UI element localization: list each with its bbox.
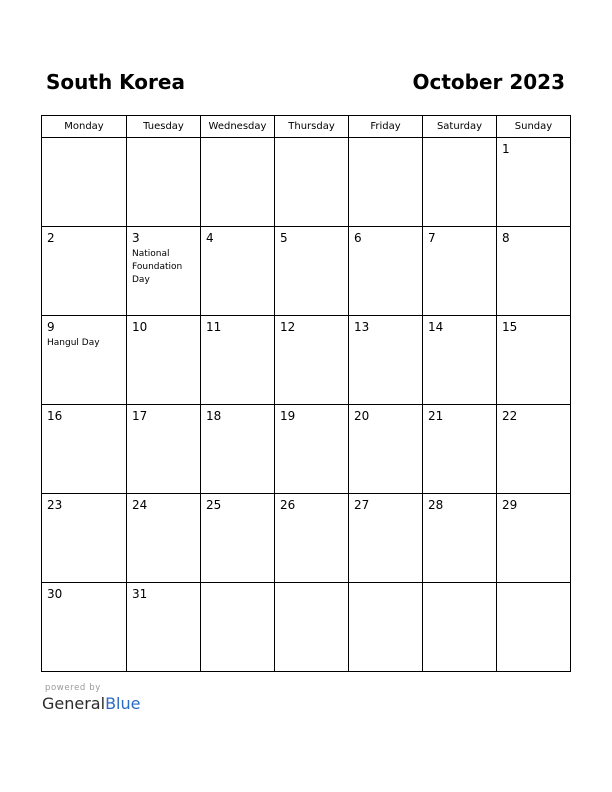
day-cell bbox=[201, 227, 275, 316]
holiday-label: Hangul Day bbox=[47, 338, 100, 349]
week-row bbox=[42, 138, 571, 227]
day-cell bbox=[42, 405, 127, 494]
holiday-label bbox=[497, 423, 570, 426]
holiday-label bbox=[423, 588, 496, 591]
day-number: 17 bbox=[132, 409, 148, 423]
day-cell bbox=[275, 494, 349, 583]
day-cell bbox=[497, 227, 571, 316]
week-row bbox=[42, 227, 571, 316]
day-number: 29 bbox=[502, 498, 518, 512]
holiday-label bbox=[42, 245, 126, 248]
week-row bbox=[42, 316, 571, 405]
day-number: 4 bbox=[206, 231, 214, 245]
weekday-saturday: Saturday bbox=[423, 116, 497, 138]
holiday-label bbox=[201, 245, 274, 248]
day-cell bbox=[349, 583, 423, 672]
day-cell bbox=[127, 494, 201, 583]
weekday-sunday: Sunday bbox=[497, 116, 571, 138]
day-number: 28 bbox=[428, 498, 444, 512]
holiday-label bbox=[497, 156, 570, 159]
day-cell bbox=[42, 494, 127, 583]
day-number: 8 bbox=[502, 231, 510, 245]
day-cell bbox=[127, 227, 201, 316]
day-number: 20 bbox=[354, 409, 370, 423]
day-cell bbox=[497, 494, 571, 583]
day-number: 14 bbox=[428, 320, 444, 334]
holiday-label bbox=[423, 512, 496, 515]
day-cell bbox=[497, 405, 571, 494]
powered-by-label: powered by bbox=[45, 683, 101, 693]
holiday-label bbox=[201, 423, 274, 426]
day-number: 2 bbox=[47, 231, 55, 245]
day-number: 21 bbox=[428, 409, 444, 423]
week-row bbox=[42, 494, 571, 583]
day-cell bbox=[349, 227, 423, 316]
day-cell bbox=[201, 316, 275, 405]
holiday-label bbox=[423, 334, 496, 337]
day-cell bbox=[275, 227, 349, 316]
day-cell bbox=[349, 405, 423, 494]
weekday-header-row bbox=[42, 116, 571, 138]
holiday-label bbox=[497, 588, 570, 591]
day-cell bbox=[423, 405, 497, 494]
holiday-label bbox=[275, 245, 348, 248]
day-cell bbox=[349, 138, 423, 227]
day-number: 26 bbox=[280, 498, 296, 512]
day-number: 5 bbox=[280, 231, 288, 245]
holiday-label bbox=[349, 334, 422, 337]
brand-logo-link[interactable] bbox=[42, 694, 140, 713]
day-cell bbox=[275, 316, 349, 405]
holiday-label bbox=[201, 588, 274, 591]
day-cell bbox=[497, 138, 571, 227]
day-number: 27 bbox=[354, 498, 370, 512]
day-cell bbox=[201, 405, 275, 494]
day-cell bbox=[42, 138, 127, 227]
weekday-monday: Monday bbox=[42, 116, 127, 138]
holiday-label bbox=[349, 588, 422, 591]
day-number: 12 bbox=[280, 320, 296, 334]
day-number: 3 bbox=[132, 231, 140, 245]
day-cell bbox=[42, 316, 127, 405]
month-year-title: October 2023 bbox=[412, 70, 565, 94]
weekday-wednesday: Wednesday bbox=[201, 116, 275, 138]
holiday-label bbox=[349, 143, 422, 146]
holiday-label bbox=[423, 423, 496, 426]
day-cell bbox=[201, 494, 275, 583]
brand-name-blue: Blue bbox=[105, 694, 141, 713]
day-cell bbox=[497, 583, 571, 672]
day-cell bbox=[423, 494, 497, 583]
day-cell bbox=[349, 494, 423, 583]
holiday-label bbox=[275, 423, 348, 426]
day-cell bbox=[423, 583, 497, 672]
day-number: 7 bbox=[428, 231, 436, 245]
day-number: 23 bbox=[47, 498, 63, 512]
day-cell bbox=[423, 138, 497, 227]
holiday-label bbox=[423, 245, 496, 248]
holiday-label: National Foundation Day bbox=[132, 249, 183, 286]
day-number: 25 bbox=[206, 498, 222, 512]
day-cell bbox=[201, 583, 275, 672]
day-number: 9 bbox=[47, 320, 55, 334]
holiday-label bbox=[127, 601, 200, 604]
day-cell bbox=[127, 405, 201, 494]
holiday-label bbox=[349, 512, 422, 515]
day-cell bbox=[42, 583, 127, 672]
day-number: 24 bbox=[132, 498, 148, 512]
day-number: 6 bbox=[354, 231, 362, 245]
day-number: 18 bbox=[206, 409, 222, 423]
calendar-grid bbox=[41, 115, 571, 672]
holiday-label bbox=[201, 512, 274, 515]
holiday-label bbox=[42, 512, 126, 515]
day-cell bbox=[423, 316, 497, 405]
holiday-label bbox=[349, 423, 422, 426]
day-cell bbox=[349, 316, 423, 405]
day-number: 13 bbox=[354, 320, 370, 334]
weekday-thursday: Thursday bbox=[275, 116, 349, 138]
day-number: 31 bbox=[132, 587, 148, 601]
day-number: 19 bbox=[280, 409, 296, 423]
holiday-label bbox=[497, 334, 570, 337]
day-cell bbox=[127, 138, 201, 227]
day-cell bbox=[423, 227, 497, 316]
day-cell bbox=[42, 227, 127, 316]
holiday-label bbox=[201, 143, 274, 146]
holiday-label bbox=[423, 143, 496, 146]
holiday-label bbox=[275, 588, 348, 591]
holiday-label bbox=[275, 512, 348, 515]
weekday-tuesday: Tuesday bbox=[127, 116, 201, 138]
brand-name-general: General bbox=[42, 694, 106, 713]
holiday-label bbox=[127, 423, 200, 426]
country-title: South Korea bbox=[46, 70, 185, 94]
day-number: 10 bbox=[132, 320, 148, 334]
holiday-label bbox=[275, 334, 348, 337]
holiday-label bbox=[127, 143, 200, 146]
day-cell bbox=[201, 138, 275, 227]
day-number: 16 bbox=[47, 409, 63, 423]
holiday-label bbox=[42, 423, 126, 426]
day-number: 30 bbox=[47, 587, 63, 601]
holiday-label bbox=[497, 245, 570, 248]
holiday-label bbox=[349, 245, 422, 248]
day-number: 22 bbox=[502, 409, 518, 423]
holiday-label bbox=[127, 334, 200, 337]
day-number: 1 bbox=[502, 142, 510, 156]
holiday-label bbox=[42, 143, 126, 146]
day-cell bbox=[127, 316, 201, 405]
day-cell bbox=[275, 583, 349, 672]
day-cell bbox=[497, 316, 571, 405]
week-row bbox=[42, 583, 571, 672]
holiday-label bbox=[201, 334, 274, 337]
day-number: 11 bbox=[206, 320, 222, 334]
holiday-label bbox=[275, 143, 348, 146]
holiday-label bbox=[127, 512, 200, 515]
day-cell bbox=[275, 138, 349, 227]
day-cell bbox=[127, 583, 201, 672]
weekday-friday: Friday bbox=[349, 116, 423, 138]
holiday-label bbox=[497, 512, 570, 515]
day-number: 15 bbox=[502, 320, 518, 334]
week-row bbox=[42, 405, 571, 494]
day-cell bbox=[275, 405, 349, 494]
holiday-label bbox=[42, 601, 126, 604]
